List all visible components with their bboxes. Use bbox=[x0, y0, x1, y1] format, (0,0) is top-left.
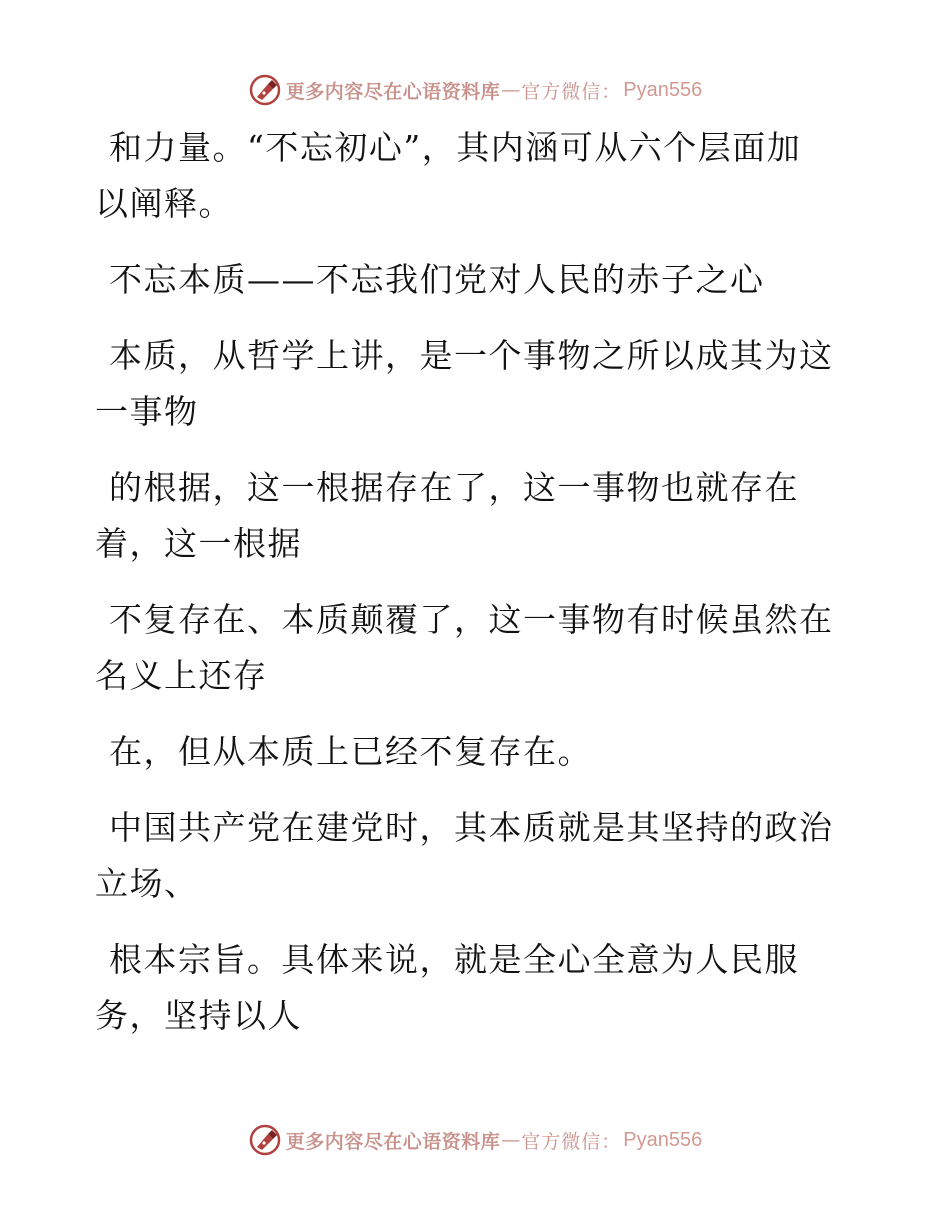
pen-nib-logo-icon bbox=[248, 73, 282, 107]
footer-main-text: 更多内容尽在心语资料库 bbox=[285, 1130, 501, 1153]
paragraph: 在，但从本质上已经不复存在。 bbox=[109, 732, 592, 771]
paragraph: 不忘本质——不忘我们党对人民的赤子之心 bbox=[109, 260, 765, 299]
header-wechat-id: Pyan556 bbox=[623, 78, 703, 101]
footer-sub-text: 官方微信： bbox=[521, 1130, 622, 1153]
paragraph: 和力量。“不忘初心”，其内涵可从六个层面加以阐释。 bbox=[95, 128, 802, 223]
paragraph: 根本宗旨。具体来说，就是全心全意为人民服务，坚持以人 bbox=[95, 940, 799, 1035]
footer-wechat-id: Pyan556 bbox=[623, 1128, 703, 1151]
paragraph: 的根据，这一根据存在了，这一事物也就存在着，这一根据 bbox=[95, 468, 799, 563]
header-main-text: 更多内容尽在心语资料库 bbox=[285, 80, 501, 103]
header-sub-text: 官方微信： bbox=[521, 80, 622, 103]
footer-dash: — bbox=[501, 1129, 521, 1151]
footer-watermark bbox=[0, 1120, 950, 1160]
header-watermark bbox=[0, 70, 950, 110]
paragraph: 不复存在、本质颠覆了，这一事物有时候虽然在名义上还存 bbox=[95, 600, 834, 695]
document-body bbox=[95, 120, 835, 1064]
pen-nib-logo-icon bbox=[248, 1123, 282, 1157]
header-dash: — bbox=[501, 79, 521, 101]
paragraph: 中国共产党在建党时，其本质就是其坚持的政治立场、 bbox=[95, 808, 834, 903]
paragraph: 本质，从哲学上讲，是一个事物之所以成其为这一事物 bbox=[95, 336, 834, 431]
